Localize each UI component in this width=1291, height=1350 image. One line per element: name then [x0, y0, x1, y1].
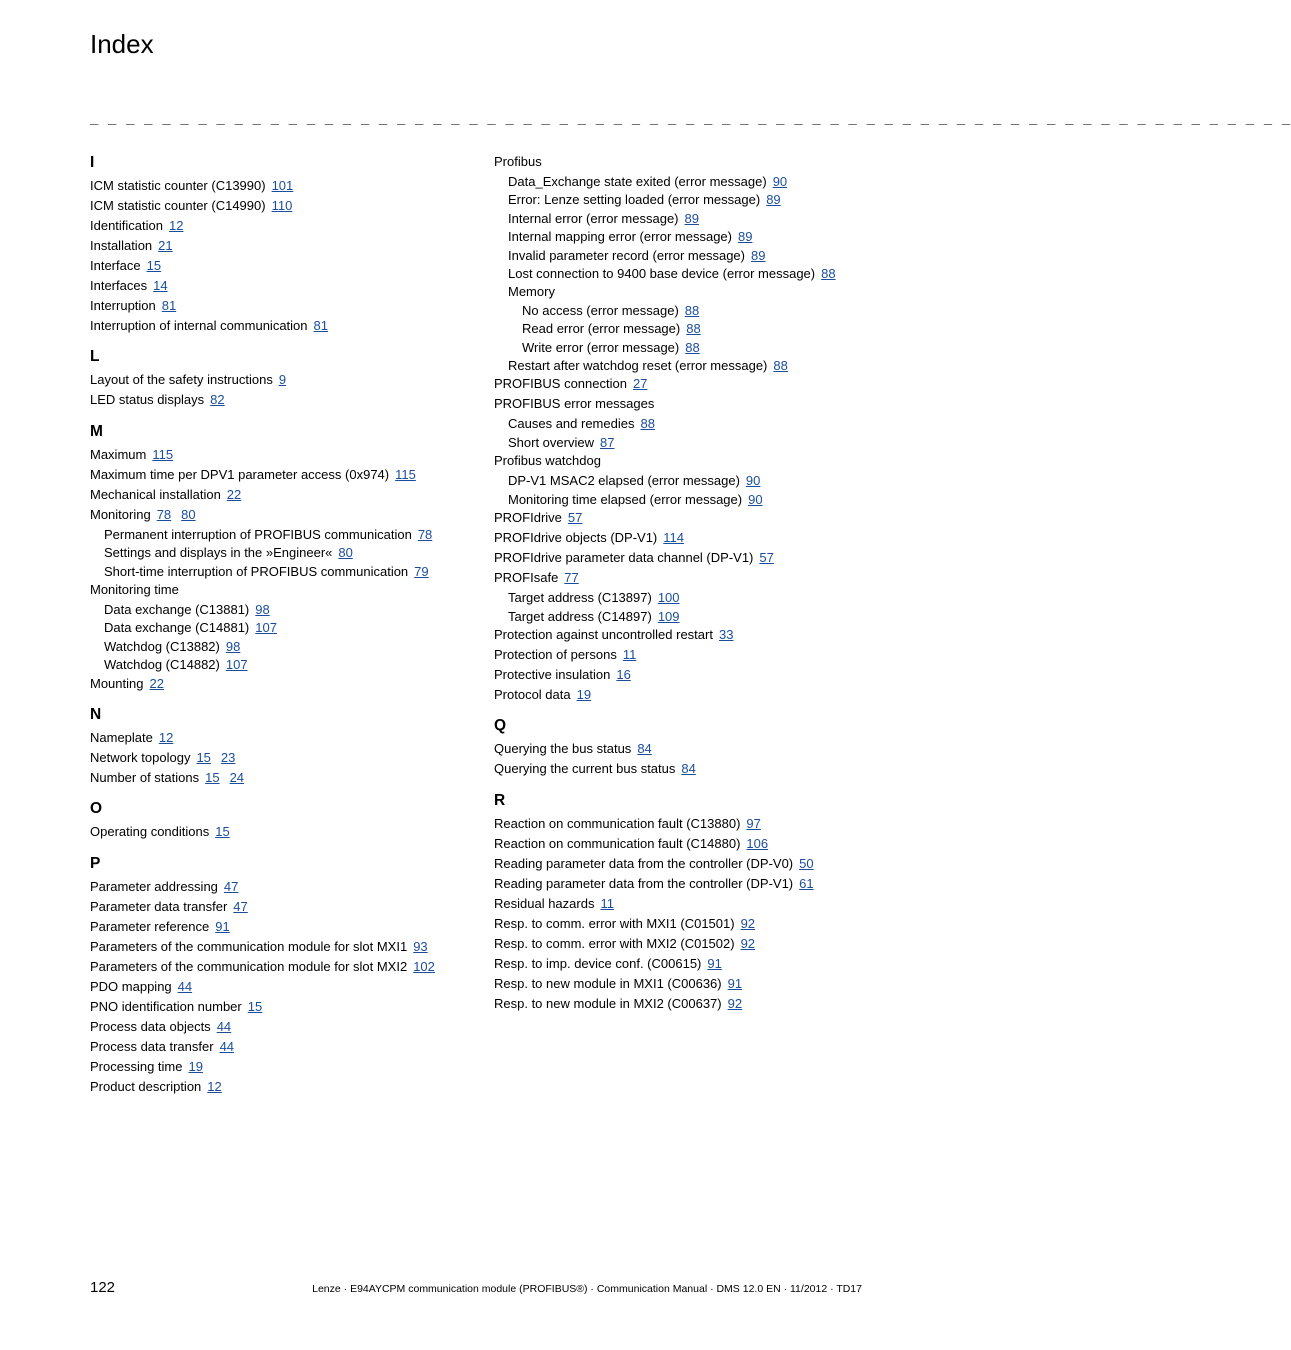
index-entry-text: Monitoring [90, 506, 151, 522]
index-entry [494, 339, 874, 357]
index-entry [90, 563, 470, 581]
index-entry [90, 391, 470, 409]
page-link[interactable]: 97 [746, 815, 761, 831]
page-link[interactable]: 15 [205, 770, 220, 786]
index-entry [494, 760, 874, 778]
index-entry-text: Residual hazards [494, 895, 595, 911]
index-entry [494, 955, 874, 973]
index-entry [90, 544, 470, 562]
page-link[interactable]: 82 [210, 392, 225, 408]
index-entry-text: Processing time [90, 1058, 183, 1074]
page-link[interactable]: 109 [657, 608, 680, 624]
page-link[interactable]: 88 [686, 321, 701, 337]
index-entry-text: Watchdog (C13882) [104, 638, 220, 654]
index-entry-text: Process data transfer [90, 1038, 214, 1054]
index-entry-text: No access (error message) [522, 302, 679, 318]
page-link[interactable]: 24 [229, 770, 245, 786]
index-entry [90, 197, 470, 215]
index-entry-text: Mechanical installation [90, 486, 221, 502]
page-link[interactable]: 15 [215, 824, 230, 840]
index-entry [90, 217, 470, 235]
index-entry [494, 509, 874, 527]
index-entry [494, 875, 874, 893]
page-link[interactable]: 90 [772, 174, 788, 189]
index-entry-text: Product description [90, 1078, 202, 1094]
index-entry [90, 506, 470, 524]
page-link[interactable]: 44 [216, 1018, 232, 1034]
index-entry-text: Maximum [90, 446, 147, 462]
index-entry [494, 895, 874, 913]
index-entry-text: Short overview [508, 434, 594, 450]
index-entry [90, 729, 470, 747]
index-entry [494, 626, 874, 644]
index-entry [494, 320, 874, 338]
index-entry [90, 769, 470, 787]
header-divider: _ _ _ _ _ _ _ _ _ _ _ _ _ _ _ _ _ _ _ _ _ _ _ _ _ _ _ _ _ _ _ _ _ _ _ _ _ _ _ _ _ _ _ _ _ _ _ _ _ _ _ _ _ _ _ _ _ _ _ _ _ _ _ _ _ _ _ [90, 109, 1291, 125]
index-entry [90, 317, 470, 335]
page-link[interactable]: 110 [271, 198, 293, 213]
index-entry [494, 646, 874, 664]
index-entry-text: Data_Exchange state exited (error message) [508, 174, 767, 189]
index-entry-text: Identification [90, 218, 163, 233]
index-entry-text: Monitoring time elapsed (error message) [508, 491, 743, 507]
index-entry [90, 656, 470, 674]
index-entry [90, 486, 470, 504]
index-entry [494, 608, 874, 626]
index-entry-text: Protection of persons [494, 646, 617, 662]
index-entry [494, 569, 874, 587]
index-entry-text: Monitoring time [90, 582, 179, 598]
index-entry [494, 434, 874, 452]
index-letter-heading: Q [494, 717, 507, 735]
index-entry-text: Network topology [90, 750, 191, 766]
index-entry [494, 855, 874, 873]
index-entry-text: Reading parameter data from the controller (DP-V0) [494, 855, 794, 871]
index-entry-text: Resp. to new module in MXI2 (C00637) [494, 995, 722, 1011]
index-entry-text: Short-time interruption of PROFIBUS communication [104, 563, 409, 579]
page-link[interactable]: 61 [799, 875, 814, 891]
index-entry-text: Target address (C14897) [508, 608, 652, 624]
page-link[interactable]: 15 [247, 998, 263, 1014]
page-link[interactable]: 88 [773, 358, 788, 374]
index-entry-text: PROFIsafe [494, 570, 559, 586]
index-entry-text: Resp. to comm. error with MXI1 (C01501) [494, 915, 735, 931]
index-entry [494, 995, 874, 1013]
index-entry [494, 395, 874, 413]
page-link[interactable]: 98 [255, 602, 270, 618]
index-entry-text: Lost connection to 9400 base device (error message) [508, 266, 816, 282]
index-entry-text: Protection against uncontrolled restart [494, 626, 713, 642]
index-entry [494, 265, 874, 283]
index-entry [90, 638, 470, 656]
index-entry-text: Restart after watchdog reset (error message) [508, 358, 768, 374]
page-link[interactable]: 22 [226, 486, 242, 502]
index-entry-text: ICM statistic counter (C14990) [90, 198, 266, 213]
index-entry-text: Resp. to new module in MXI1 (C00636) [494, 975, 722, 991]
index-entry-text: Reading parameter data from the controller (DP-V1) [494, 875, 794, 891]
page-link[interactable]: 114 [663, 530, 684, 546]
index-group [90, 799, 470, 841]
page-link[interactable]: 22 [149, 675, 164, 691]
index-column-right [494, 153, 874, 1025]
page-link[interactable]: 79 [414, 563, 429, 579]
page-link[interactable]: 89 [684, 210, 699, 226]
index-entry [494, 740, 874, 758]
index-entry [494, 529, 874, 547]
index-letter-heading: P [90, 854, 101, 872]
index-entry-text: Parameter data transfer [90, 898, 228, 914]
page-link[interactable]: 91 [215, 918, 230, 934]
page-link[interactable]: 115 [395, 466, 416, 482]
index-entry [90, 823, 470, 841]
index-letter-heading: N [90, 706, 102, 724]
index-letter-heading: O [90, 800, 103, 818]
page-link[interactable]: 89 [737, 229, 753, 245]
index-entry-text: Settings and displays in the »Engineer« [104, 545, 333, 561]
index-entry-text: Process data objects [90, 1018, 211, 1034]
index-entry [90, 277, 470, 295]
page-link[interactable]: 57 [567, 510, 583, 526]
index-entry-text: LED status displays [90, 392, 205, 408]
index-entry-text: Target address (C13897) [508, 590, 652, 606]
index-entry [90, 978, 470, 996]
index-entry [90, 958, 470, 976]
index-entry [494, 191, 874, 209]
index-entry-text: Interfaces [90, 278, 148, 293]
page-link[interactable]: 80 [181, 506, 196, 522]
index-entry-text: Protective insulation [494, 666, 611, 682]
page-link[interactable]: 47 [233, 898, 248, 914]
page-link[interactable]: 89 [750, 247, 766, 263]
index-entry-text: Invalid parameter record (error message) [508, 247, 745, 263]
index-letter-heading: I [90, 154, 95, 171]
page-link[interactable]: 84 [637, 741, 652, 757]
index-group [90, 705, 470, 787]
index-entry [90, 237, 470, 255]
index-entry-text: Reaction on communication fault (C13880) [494, 815, 741, 831]
index-entry-text: Memory [508, 284, 555, 300]
index-entry [90, 898, 470, 916]
index-entry-text: Interruption [90, 298, 156, 313]
index-group [90, 854, 470, 1096]
index-entry [90, 938, 470, 956]
index-letter-heading: M [90, 422, 103, 440]
index-entry [494, 375, 874, 393]
page-link[interactable]: 21 [158, 238, 173, 253]
page-link[interactable]: 90 [748, 491, 763, 507]
index-entry-text: Installation [90, 238, 153, 253]
index-column-left [90, 153, 470, 1108]
index-entry-text: Causes and remedies [508, 416, 635, 432]
page-link[interactable]: 23 [220, 750, 236, 766]
page-link[interactable]: 57 [759, 550, 774, 566]
index-entry [90, 466, 470, 484]
index-entry [494, 415, 874, 433]
index-letter-heading: L [90, 348, 100, 366]
index-entry-text: Permanent interruption of PROFIBUS communication [104, 526, 412, 542]
page-link[interactable]: 33 [718, 626, 734, 642]
index-entry [90, 918, 470, 936]
index-entry [90, 601, 470, 619]
page-link[interactable]: 90 [745, 473, 761, 489]
page-link[interactable]: 102 [413, 958, 435, 974]
page-link[interactable]: 77 [564, 570, 579, 586]
index-entry-text: ICM statistic counter (C13990) [90, 178, 266, 193]
index-entry [90, 749, 470, 767]
index-entry [494, 228, 874, 246]
index-entry-text: Protocol data [494, 686, 571, 702]
page-link[interactable]: 107 [225, 657, 248, 673]
index-entry [90, 297, 470, 315]
footer-text: Lenze · E94AYCPM communication module (PROFIBUS®) · Communication Manual · DMS 12.0 EN · 11/2012 · TD17 [312, 1283, 862, 1295]
page-link[interactable]: 100 [657, 590, 680, 606]
index-entry-text: Querying the bus status [494, 741, 632, 757]
index-entry [90, 1078, 470, 1096]
index-entry-text: Profibus [494, 154, 542, 169]
page-link[interactable]: 84 [681, 761, 696, 777]
page-link[interactable]: 14 [153, 278, 168, 293]
index-entry [90, 526, 470, 544]
index-entry [90, 177, 470, 195]
index-entry-text: Data exchange (C13881) [104, 602, 250, 618]
index-entry-text: Maximum time per DPV1 parameter access (0x974) [90, 466, 390, 482]
page-link[interactable]: 91 [707, 955, 722, 971]
index-entry [494, 302, 874, 320]
page-link[interactable]: 44 [177, 978, 193, 994]
index-entry [494, 452, 874, 470]
index-entry-text: Resp. to imp. device conf. (C00615) [494, 955, 702, 971]
page-link[interactable]: 92 [740, 935, 756, 951]
index-entry [494, 549, 874, 567]
index-letter-heading: R [494, 791, 506, 809]
page-link[interactable]: 106 [746, 835, 769, 851]
index-entry-text: Parameter addressing [90, 878, 218, 894]
index-entry-text: PNO identification number [90, 998, 242, 1014]
index-entry [90, 998, 470, 1016]
index-entry [90, 878, 470, 896]
index-entry [494, 357, 874, 375]
page-link[interactable]: 15 [146, 258, 162, 273]
index-entry-text: Layout of the safety instructions [90, 372, 273, 388]
index-entry [494, 491, 874, 509]
index-entry-text: Parameters of the communication module for slot MXI1 [90, 938, 408, 954]
index-entry-text: DP-V1 MSAC2 elapsed (error message) [508, 473, 740, 489]
page-link[interactable]: 9 [278, 372, 287, 388]
index-entry-text: PROFIBUS connection [494, 376, 627, 392]
page-link[interactable]: 89 [766, 192, 781, 208]
page-link[interactable]: 81 [161, 298, 177, 313]
page-link[interactable]: 19 [576, 686, 592, 702]
page-link[interactable]: 12 [158, 730, 174, 746]
page-link[interactable]: 88 [821, 266, 836, 282]
page-link[interactable]: 88 [685, 339, 700, 355]
index-entry [494, 247, 874, 265]
index-entry-text: Querying the current bus status [494, 761, 676, 777]
index-group [90, 347, 470, 409]
index-entry-text: Internal error (error message) [508, 210, 679, 226]
page-link[interactable]: 11 [622, 646, 637, 662]
index-entry [90, 1058, 470, 1076]
page-link[interactable]: 101 [271, 178, 294, 193]
index-entry [494, 686, 874, 704]
index-entry-text: Interruption of internal communication [90, 318, 308, 333]
index-group [90, 153, 470, 335]
index-entry-text: Write error (error message) [522, 339, 680, 355]
index-entry [90, 581, 470, 599]
page-link[interactable]: 44 [219, 1038, 235, 1054]
page-link[interactable]: 92 [727, 995, 743, 1011]
index-entry [494, 589, 874, 607]
page-link[interactable]: 92 [740, 915, 756, 931]
page-link[interactable]: 80 [338, 545, 353, 561]
index-entry [90, 619, 470, 637]
index-entry-text: Read error (error message) [522, 321, 681, 337]
index-entry-text: Operating conditions [90, 824, 210, 840]
page-number: 122 [90, 1279, 116, 1296]
index-entry-text: PDO mapping [90, 978, 172, 994]
page-link[interactable]: 50 [799, 855, 814, 871]
page-link[interactable]: 91 [727, 975, 743, 991]
index-entry-text: Parameters of the communication module for slot MXI2 [90, 958, 408, 974]
index-entry-text: Reaction on communication fault (C14880) [494, 835, 741, 851]
index-entry [494, 666, 874, 684]
index-entry [494, 815, 874, 833]
page-link[interactable]: 12 [169, 218, 184, 233]
index-entry-text: Parameter reference [90, 918, 210, 934]
index-entry [494, 173, 874, 191]
page-link[interactable]: 27 [632, 376, 648, 392]
page-link[interactable]: 93 [413, 938, 428, 954]
index-entry [494, 935, 874, 953]
page-link[interactable]: 16 [616, 666, 631, 682]
page-link[interactable]: 88 [640, 416, 655, 432]
index-entry-text: PROFIdrive [494, 510, 562, 526]
index-entry-text: Internal mapping error (error message) [508, 229, 732, 245]
page-link[interactable]: 88 [684, 302, 700, 318]
index-group [494, 716, 874, 778]
page-link[interactable]: 87 [599, 434, 615, 450]
index-entry [90, 1018, 470, 1036]
page-link[interactable]: 98 [225, 638, 241, 654]
page-link[interactable]: 78 [417, 526, 433, 542]
page-link[interactable]: 47 [223, 878, 239, 894]
index-group [90, 422, 470, 693]
index-entry [494, 472, 874, 490]
page-link[interactable]: 115 [152, 446, 174, 462]
index-entry-text: Watchdog (C14882) [104, 657, 220, 673]
index-entry [494, 915, 874, 933]
page-link[interactable]: 107 [255, 620, 277, 636]
index-group [494, 153, 874, 704]
index-entry-text: Resp. to comm. error with MXI2 (C01502) [494, 935, 735, 951]
index-entry [90, 371, 470, 389]
index-entry [90, 446, 470, 464]
index-entry [90, 675, 470, 693]
index-entry-text: PROFIdrive parameter data channel (DP-V1) [494, 550, 754, 566]
index-entry [494, 835, 874, 853]
index-entry-text: PROFIBUS error messages [494, 396, 655, 412]
index-entry-text: Interface [90, 258, 141, 273]
index-entry-text: PROFIdrive objects (DP-V1) [494, 530, 658, 546]
page-title: Index [90, 29, 154, 59]
index-entry [494, 153, 874, 171]
page-link[interactable]: 19 [188, 1058, 203, 1074]
index-entry [494, 975, 874, 993]
page-link[interactable]: 11 [600, 895, 614, 911]
index-entry-text: Number of stations [90, 770, 200, 786]
page-link[interactable]: 78 [156, 506, 172, 522]
page-link[interactable]: 15 [196, 750, 211, 766]
index-entry [494, 283, 874, 301]
index-entry-text: Error: Lenze setting loaded (error message) [508, 192, 761, 208]
index-entry-text: Mounting [90, 675, 144, 691]
page-link[interactable]: 12 [207, 1078, 222, 1094]
index-entry [90, 257, 470, 275]
index-group [494, 791, 874, 1013]
page-link[interactable]: 81 [313, 318, 328, 333]
index-entry-text: Profibus watchdog [494, 453, 601, 469]
index-entry [494, 210, 874, 228]
index-entry-text: Data exchange (C14881) [104, 620, 250, 636]
index-entry-text: Nameplate [90, 730, 153, 746]
index-entry [90, 1038, 470, 1056]
